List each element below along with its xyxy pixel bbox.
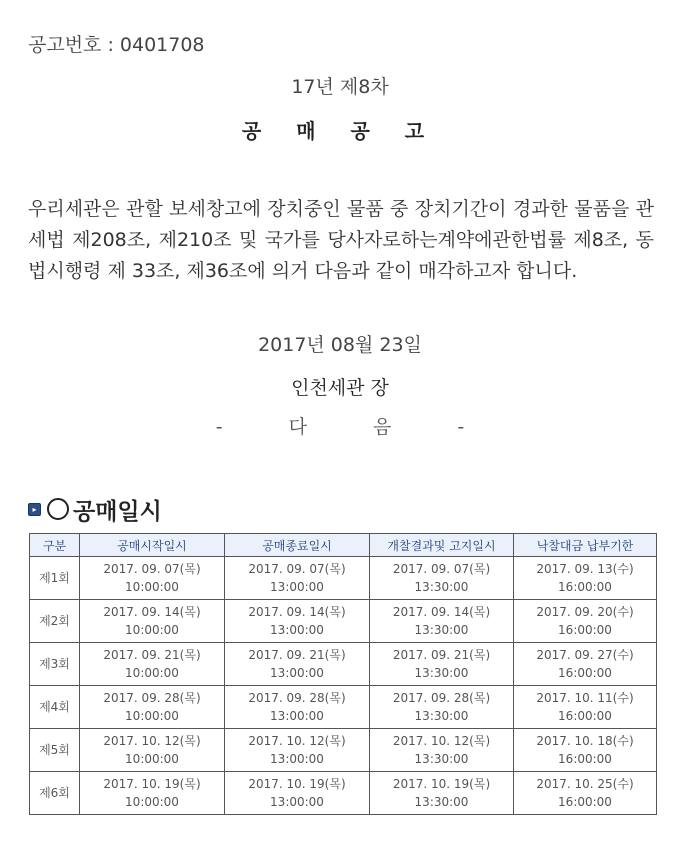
table-row — [30, 557, 657, 600]
notice-cell: 2017. 09. 14(목) 13:30:00 — [370, 600, 514, 643]
section-divider — [0, 412, 680, 439]
table-row — [30, 686, 657, 729]
start-cell: 2017. 09. 21(목) 10:00:00 — [80, 643, 225, 686]
circle-outline-icon — [47, 498, 69, 520]
table-row — [30, 729, 657, 772]
notice-number: 공고번호 : 0401708 — [28, 34, 205, 56]
payment-cell: 2017. 09. 27(수) 16:00:00 — [514, 643, 657, 686]
arrow-right-box-icon: ▸ — [28, 503, 41, 516]
round-cell: 제3회 — [30, 643, 80, 686]
round-cell: 제6회 — [30, 772, 80, 815]
payment-cell: 2017. 10. 18(수) 16:00:00 — [514, 729, 657, 772]
issuing-office: 인천세관 장 — [291, 377, 389, 399]
header-notice: 개찰결과및 고지일시 — [370, 534, 514, 557]
end-cell: 2017. 10. 12(목) 13:00:00 — [225, 729, 370, 772]
start-cell: 2017. 09. 07(목) 10:00:00 — [80, 557, 225, 600]
header-round: 구분 — [30, 534, 80, 557]
round-cell: 제1회 — [30, 557, 80, 600]
notice-cell: 2017. 09. 21(목) 13:30:00 — [370, 643, 514, 686]
end-cell: 2017. 09. 21(목) 13:00:00 — [225, 643, 370, 686]
table-row — [30, 772, 657, 815]
section-title: 공매일시 — [73, 498, 162, 525]
divider-right-text: 음 - — [373, 416, 465, 438]
section-header — [28, 493, 162, 525]
document-title: 공 매 공 고 — [241, 119, 439, 143]
auction-schedule-table — [29, 533, 657, 815]
payment-cell: 2017. 09. 20(수) 16:00:00 — [514, 600, 657, 643]
start-cell: 2017. 10. 19(목) 10:00:00 — [80, 772, 225, 815]
table-row — [30, 600, 657, 643]
payment-cell: 2017. 09. 13(수) 16:00:00 — [514, 557, 657, 600]
end-cell: 2017. 09. 14(목) 13:00:00 — [225, 600, 370, 643]
header-end: 공매종료일시 — [225, 534, 370, 557]
start-cell: 2017. 09. 28(목) 10:00:00 — [80, 686, 225, 729]
table-header-row — [30, 534, 657, 557]
payment-cell: 2017. 10. 25(수) 16:00:00 — [514, 772, 657, 815]
notice-cell: 2017. 09. 07(목) 13:30:00 — [370, 557, 514, 600]
notice-cell: 2017. 10. 12(목) 13:30:00 — [370, 729, 514, 772]
round-cell: 제5회 — [30, 729, 80, 772]
notice-body: 우리세관은 관할 보세창고에 장치중인 물품 중 장치기간이 경과한 물품을 관세법 제208조, 제210조 및 국가를 당사자로하는계약에관한법률 제8조, 동법시행령 제 33조, 제36조에 의거 다음과 같이 매각하고자 합니다. — [28, 198, 654, 282]
round-cell: 제4회 — [30, 686, 80, 729]
start-cell: 2017. 09. 14(목) 10:00:00 — [80, 600, 225, 643]
notice-cell: 2017. 10. 19(목) 13:30:00 — [370, 772, 514, 815]
divider-left-text: - 다 — [215, 416, 307, 438]
payment-cell: 2017. 10. 11(수) 16:00:00 — [514, 686, 657, 729]
end-cell: 2017. 09. 28(목) 13:00:00 — [225, 686, 370, 729]
end-cell: 2017. 09. 07(목) 13:00:00 — [225, 557, 370, 600]
end-cell: 2017. 10. 19(목) 13:00:00 — [225, 772, 370, 815]
start-cell: 2017. 10. 12(목) 10:00:00 — [80, 729, 225, 772]
round-title: 17년 제8차 — [291, 76, 389, 98]
round-cell: 제2회 — [30, 600, 80, 643]
header-start: 공매시작일시 — [80, 534, 225, 557]
table-row — [30, 643, 657, 686]
notice-cell: 2017. 09. 28(목) 13:30:00 — [370, 686, 514, 729]
notice-date: 2017년 08월 23일 — [258, 334, 422, 356]
header-payment: 낙찰대금 납부기한 — [514, 534, 657, 557]
